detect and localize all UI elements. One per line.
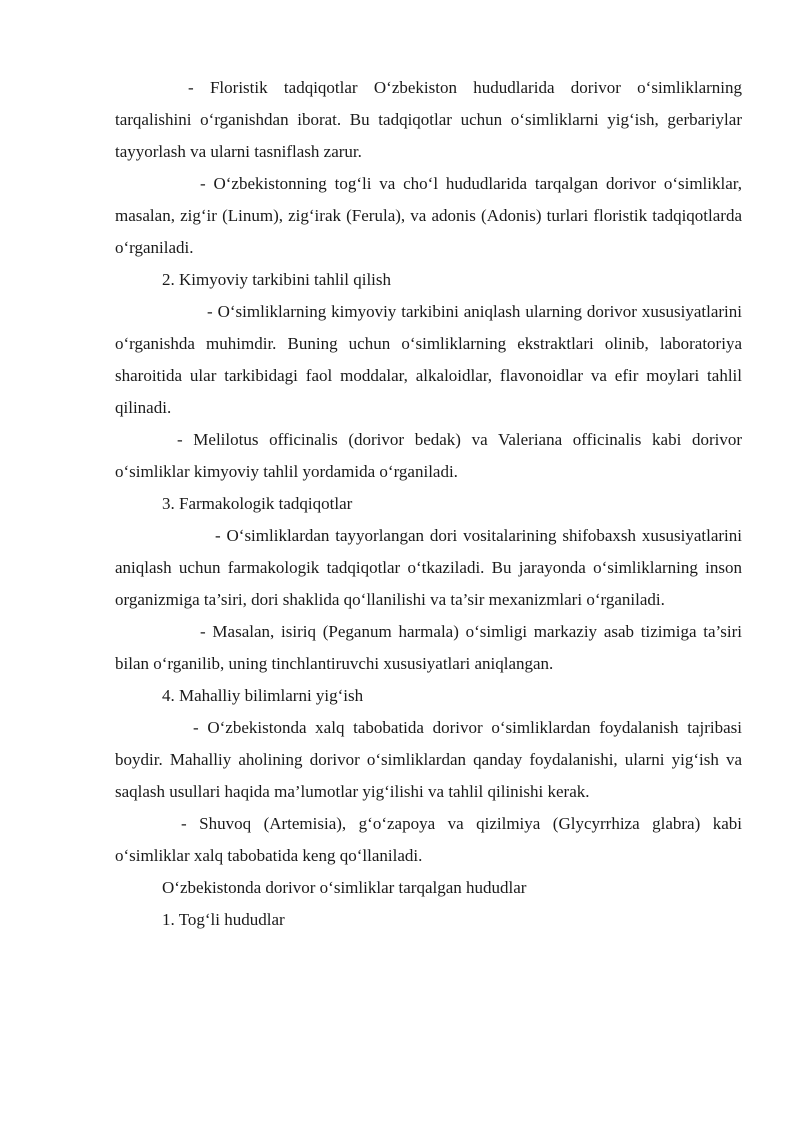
section-heading-pharmacological: 3. Farmakologik tadqiqotlar [162, 494, 353, 513]
section-heading-local-knowledge: 4. Mahalliy bilimlarni yig‘ish [162, 686, 364, 705]
section-heading-regions: O‘zbekistonda dorivor o‘simliklar tarqalgan hududlar [162, 878, 527, 897]
paragraph-floristic-examples: - O‘zbekistonning tog‘li va cho‘l hududlarida tarqalgan dorivor o‘simliklar, masalan, zig‘ir (Linum), zig‘irak (Ferula), va adonis (Adonis) turlari floristik tadqiqotlarda o‘rganiladi. [115, 174, 742, 257]
paragraph-chemical-examples: - Melilotus officinalis (dorivor bedak) va Valeriana officinalis kabi dorivor o‘simliklar kimyoviy tahlil yordamida o‘rganiladi. [115, 430, 742, 481]
paragraph-local-knowledge: - O‘zbekistonda xalq tabobatida dorivor o‘simliklardan foydalanish tajribasi boydir. Mahalliy aholining dorivor o‘simliklardan qanday foydalanishi, ularni yig‘ish va saqlash usullari haqida ma’lumotlar yig‘ilishi va tahlil qilinishi kerak. [115, 718, 742, 801]
section-heading-mountain-regions: 1. Tog‘li hududlar [162, 910, 285, 929]
paragraph-pharmacological-example: - Masalan, isiriq (Peganum harmala) o‘simligi markaziy asab tizimiga ta’siri bilan o‘rganilib, uning tinchlantiruvchi xususiyatlari aniqlangan. [115, 622, 742, 673]
section-heading-chemical-analysis: 2. Kimyoviy tarkibini tahlil qilish [162, 270, 392, 289]
paragraph-pharmacological-research: - O‘simliklardan tayyorlangan dori vositalarining shifobaxsh xususiyatlarini aniqlash uchun farmakologik tadqiqotlar o‘tkaziladi. Bu jarayonda o‘simliklarning inson organizmiga ta’siri, dori shaklida qo‘llanilishi va ta’sir mexanizmlari o‘rganiladi. [115, 526, 742, 609]
paragraph-folk-medicine-examples: - Shuvoq (Artemisia), g‘o‘zapoya va qizilmiya (Glycyrrhiza glabra) kabi o‘simliklar xalq tabobatida keng qo‘llaniladi. [115, 814, 742, 865]
paragraph-floristic-research: - Floristik tadqiqotlar O‘zbekiston hududlarida dorivor o‘simliklarning tarqalishini o‘rganishdan iborat. Bu tadqiqotlar uchun o‘simliklarni yig‘ish, gerbariylar tayyorlash va ularni tasniflash zarur. [115, 78, 742, 161]
document-page [115, 72, 742, 936]
paragraph-chemical-composition: - O‘simliklarning kimyoviy tarkibini aniqlash ularning dorivor xususiyatlarini o‘rganishda muhimdir. Buning uchun o‘simliklarning ekstraktlari olinib, laboratoriya sharoitida ular tarkibidagi faol moddalar, alkaloidlar, flavonoidlar va efir moylari tahlil qilinadi. [115, 302, 742, 417]
